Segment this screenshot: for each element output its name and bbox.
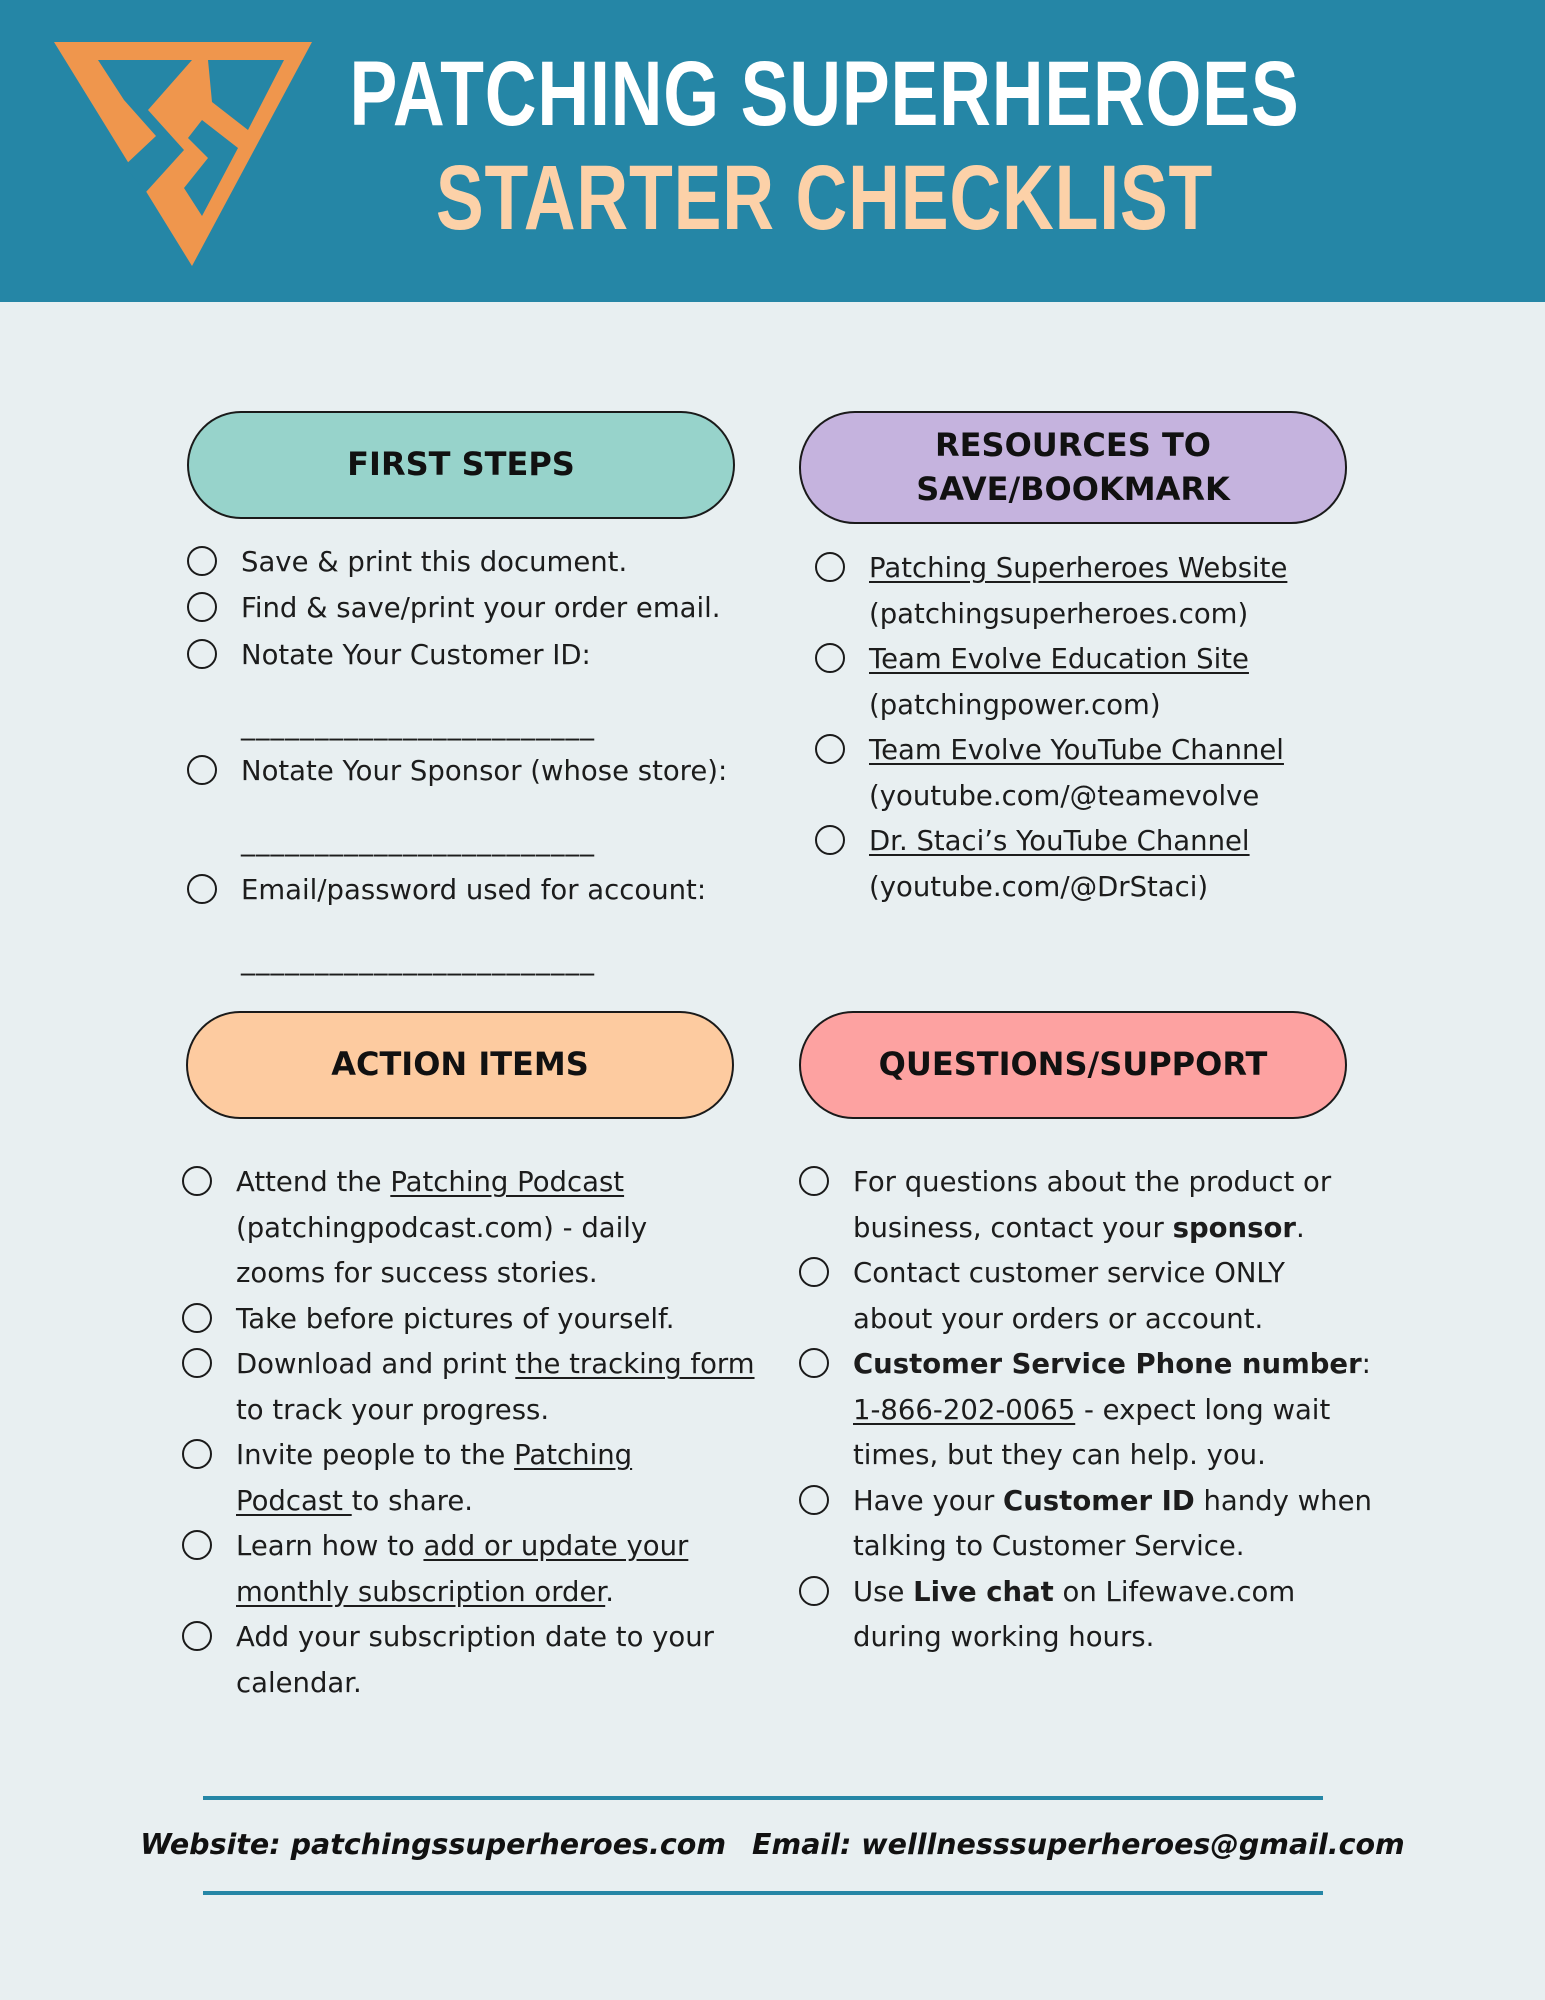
list-item[interactable] bbox=[799, 1570, 1379, 1661]
item-text: handy when bbox=[1194, 1484, 1372, 1517]
phone-link[interactable]: 1-866-202-0065 bbox=[853, 1393, 1076, 1426]
item-text: about your orders or account. bbox=[853, 1302, 1264, 1335]
list-item[interactable] bbox=[799, 1160, 1379, 1251]
resource-url: (patchingsuperheroes.com) bbox=[869, 597, 1249, 630]
podcast-link[interactable]: Patching Podcast bbox=[390, 1166, 625, 1198]
footer-email[interactable]: Email: welllnesssuperheroes@gmail.com bbox=[752, 1828, 1405, 1861]
list-item[interactable] bbox=[182, 1524, 762, 1615]
header-banner bbox=[0, 0, 1545, 302]
item-text: . bbox=[1295, 1211, 1305, 1244]
first-steps-list bbox=[187, 540, 747, 992]
item-text: For questions about the product or bbox=[853, 1166, 1332, 1198]
item-text: calendar. bbox=[236, 1666, 362, 1699]
support-list bbox=[799, 1160, 1379, 1661]
title-line-2: STARTER CHECKLIST bbox=[435, 147, 1214, 249]
item-text: Notate Your Sponsor (whose store): bbox=[241, 754, 728, 787]
list-item[interactable] bbox=[799, 1251, 1379, 1342]
item-text: Use bbox=[853, 1575, 914, 1608]
list-item[interactable] bbox=[187, 749, 747, 873]
item-text: Notate Your Customer ID: bbox=[241, 639, 591, 671]
item-text: Save & print this document. bbox=[241, 546, 628, 578]
checkbox-icon[interactable] bbox=[815, 552, 845, 582]
first-steps-heading bbox=[187, 411, 735, 519]
support-heading-text: QUESTIONS/SUPPORT bbox=[878, 1045, 1268, 1084]
item-text: on Lifewave.com bbox=[1053, 1575, 1296, 1608]
checkbox-icon[interactable] bbox=[799, 1348, 829, 1378]
item-text: - expect long wait bbox=[1075, 1393, 1331, 1426]
fill-in-line[interactable]: ________________________ bbox=[241, 824, 595, 857]
checkbox-icon[interactable] bbox=[187, 546, 217, 576]
support-heading bbox=[799, 1011, 1347, 1119]
checkbox-icon[interactable] bbox=[799, 1257, 829, 1287]
item-text: : bbox=[1361, 1348, 1371, 1380]
item-text: Add your subscription date to your bbox=[236, 1621, 714, 1653]
subscription-link[interactable]: monthly subscription order bbox=[236, 1575, 606, 1608]
list-item[interactable] bbox=[182, 1433, 762, 1524]
item-text: Download and print bbox=[236, 1348, 516, 1380]
title-line-1: PATCHING SUPERHEROES bbox=[349, 43, 1300, 145]
list-item[interactable] bbox=[187, 540, 747, 586]
checkbox-icon[interactable] bbox=[815, 825, 845, 855]
resources-list bbox=[815, 546, 1375, 910]
resource-link[interactable]: Team Evolve Education Site bbox=[869, 643, 1249, 675]
item-text: zooms for success stories. bbox=[236, 1257, 598, 1289]
checkbox-icon[interactable] bbox=[187, 639, 217, 669]
list-item[interactable] bbox=[799, 1479, 1379, 1570]
item-text: Have your bbox=[853, 1484, 1004, 1517]
checkbox-icon[interactable] bbox=[182, 1530, 212, 1560]
item-text: Invite people to the bbox=[236, 1439, 515, 1471]
checkbox-icon[interactable] bbox=[182, 1439, 212, 1469]
list-item[interactable] bbox=[799, 1342, 1379, 1479]
footer-divider-bottom bbox=[203, 1891, 1323, 1895]
item-text: Take before pictures of yourself. bbox=[236, 1302, 675, 1335]
item-text: to share. bbox=[351, 1484, 474, 1517]
item-bold: Live chat bbox=[913, 1575, 1054, 1608]
checkbox-icon[interactable] bbox=[182, 1348, 212, 1378]
list-item[interactable] bbox=[815, 728, 1375, 819]
item-text: Learn how to bbox=[236, 1530, 424, 1562]
resource-link[interactable]: Team Evolve YouTube Channel bbox=[869, 734, 1284, 766]
item-text: . bbox=[605, 1575, 614, 1608]
fill-in-line[interactable]: ________________________ bbox=[241, 944, 595, 976]
resources-heading-line1: RESOURCES TO bbox=[935, 426, 1211, 465]
checkbox-icon[interactable] bbox=[182, 1621, 212, 1651]
podcast-link[interactable]: Podcast bbox=[236, 1484, 352, 1517]
list-item[interactable] bbox=[182, 1160, 762, 1297]
item-bold: sponsor bbox=[1172, 1211, 1296, 1244]
list-item[interactable] bbox=[182, 1615, 762, 1706]
item-text: business, contact your bbox=[853, 1211, 1173, 1244]
checkbox-icon[interactable] bbox=[815, 734, 845, 764]
tracking-form-link[interactable]: the tracking form bbox=[515, 1348, 755, 1380]
footer-website[interactable]: Website: patchingssuperheroes.com bbox=[140, 1828, 727, 1861]
item-text: Email/password used for account: bbox=[241, 874, 707, 906]
list-item[interactable] bbox=[815, 546, 1375, 637]
checkbox-icon[interactable] bbox=[182, 1303, 212, 1333]
list-item[interactable] bbox=[815, 819, 1375, 910]
checkbox-icon[interactable] bbox=[187, 592, 217, 622]
checkbox-icon[interactable] bbox=[187, 755, 217, 785]
item-bold: Customer ID bbox=[1003, 1484, 1195, 1517]
footer-divider-top bbox=[203, 1796, 1323, 1800]
list-item[interactable] bbox=[187, 633, 747, 757]
resource-link[interactable]: Dr. Staci’s YouTube Channel bbox=[869, 825, 1250, 857]
checkbox-icon[interactable] bbox=[799, 1166, 829, 1196]
podcast-link[interactable]: Patching bbox=[514, 1439, 633, 1471]
list-item[interactable] bbox=[815, 637, 1375, 728]
list-item[interactable] bbox=[182, 1342, 762, 1433]
list-item[interactable] bbox=[187, 868, 747, 992]
item-text: times, but they can help. you. bbox=[853, 1439, 1266, 1471]
resource-url: (youtube.com/@teamevolve bbox=[869, 779, 1260, 812]
footer-contact bbox=[0, 1828, 1545, 1861]
action-items-heading-text: ACTION ITEMS bbox=[331, 1045, 589, 1084]
first-steps-heading-text: FIRST STEPS bbox=[347, 445, 575, 484]
resource-url: (youtube.com/@DrStaci) bbox=[869, 870, 1209, 903]
resources-heading bbox=[799, 411, 1347, 524]
action-items-heading bbox=[186, 1011, 734, 1119]
resource-link[interactable]: Patching Superheroes Website bbox=[869, 552, 1288, 584]
item-text: to track your progress. bbox=[236, 1393, 550, 1426]
item-text: Find & save/print your order email. bbox=[241, 591, 721, 624]
resources-heading-line2: SAVE/BOOKMARK bbox=[916, 469, 1230, 508]
item-text: (patchingpodcast.com) - daily bbox=[236, 1211, 648, 1244]
checkbox-icon[interactable] bbox=[187, 874, 217, 904]
resource-url: (patchingpower.com) bbox=[869, 688, 1161, 721]
checkbox-icon[interactable] bbox=[799, 1576, 829, 1606]
checkbox-icon[interactable] bbox=[815, 643, 845, 673]
item-text: during working hours. bbox=[853, 1621, 1155, 1653]
fill-in-line[interactable]: ________________________ bbox=[241, 709, 595, 741]
subscription-link[interactable]: add or update your bbox=[423, 1530, 689, 1562]
item-text: talking to Customer Service. bbox=[853, 1530, 1245, 1562]
action-items-list bbox=[182, 1160, 762, 1706]
list-item[interactable] bbox=[187, 586, 747, 632]
item-text: Contact customer service ONLY bbox=[853, 1257, 1285, 1289]
list-item[interactable] bbox=[182, 1297, 762, 1343]
item-bold: Customer Service Phone number bbox=[853, 1348, 1362, 1380]
checkbox-icon[interactable] bbox=[182, 1166, 212, 1196]
checkbox-icon[interactable] bbox=[799, 1485, 829, 1515]
item-text: Attend the bbox=[236, 1166, 391, 1198]
